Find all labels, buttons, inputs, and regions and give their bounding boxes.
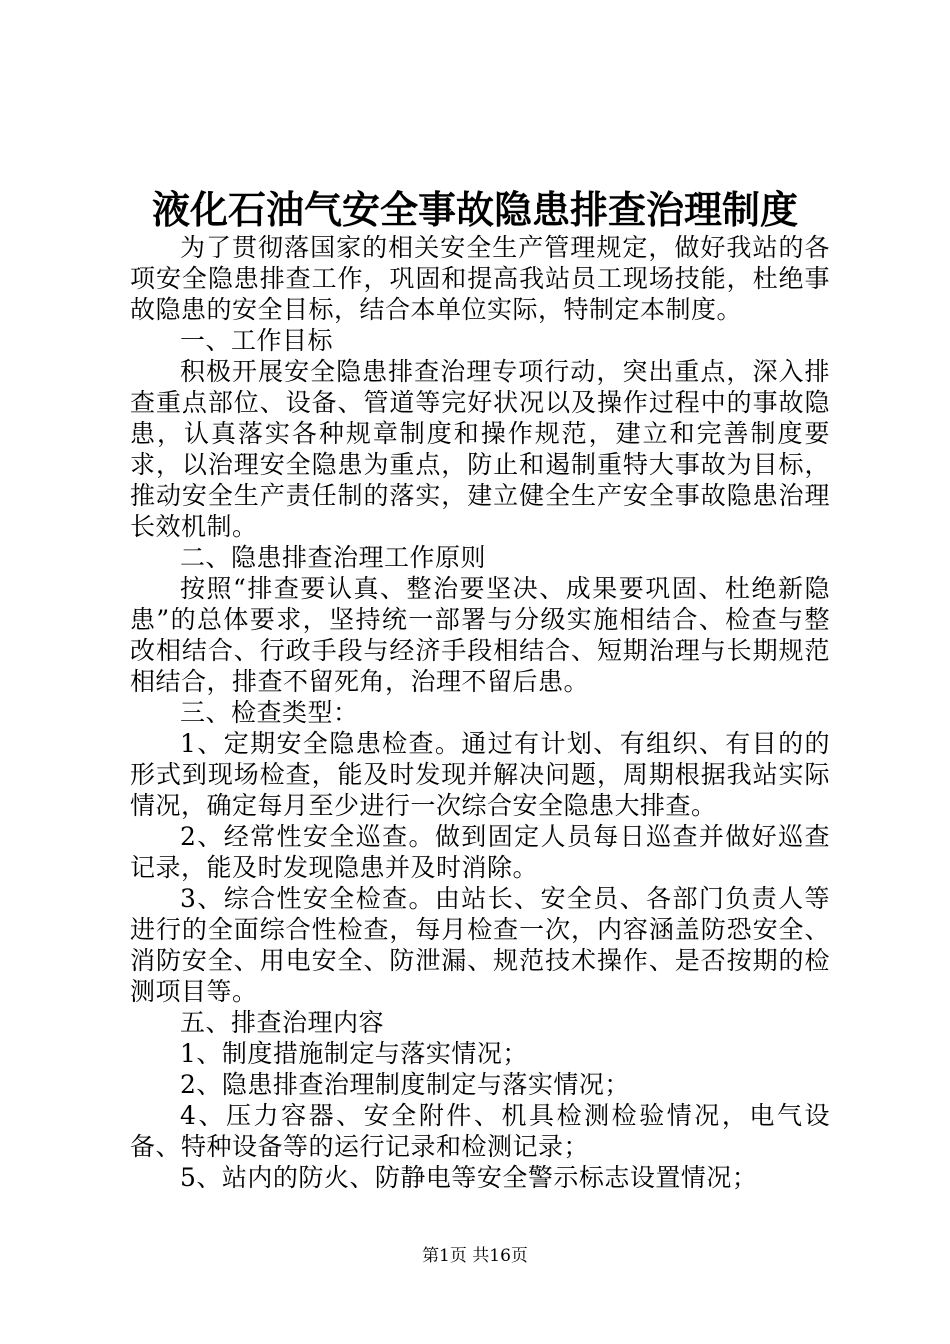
list-item-comprehensive-inspection: 3、综合性安全检查。由站长、安全员、各部门负责人等进行的全面综合性检查，每月检查一次，内容涵盖防恐安全、消防安全、用电安全、防泄漏、规范技术操作、是否按期的检测项目等。 xyxy=(130,884,830,1006)
section-heading-inspection-types: 三、检查类型： xyxy=(180,698,359,727)
document-title: 液化石油气安全事故隐患排查治理制度 xyxy=(151,187,798,232)
page-footer: 第1页 共16页 xyxy=(422,1246,528,1266)
section-heading-goals: 一、工作目标 xyxy=(180,326,334,355)
document-body xyxy=(130,232,830,1193)
section-heading-content: 五、排查治理内容 xyxy=(180,1008,385,1037)
list-item-content-1: 1、制度措施制定与落实情况； xyxy=(180,1039,528,1068)
paragraph-goals: 积极开展安全隐患排查治理专项行动，突出重点，深入排查重点部位、设备、管道等完好状况以及操作过程中的事故隐患，认真落实各种规章制度和操作规范，建立和完善制度要求，以治理安全隐患为重点，防止和遏制重特大事故为目标，推动安全生产责任制的落实，建立健全生产安全事故隐患治理长效机制。 xyxy=(130,357,830,541)
list-item-content-2: 2、隐患排查治理制度制定与落实情况； xyxy=(180,1070,630,1099)
section-heading-principles: 二、隐患排查治理工作原则 xyxy=(180,543,487,572)
paragraph-intro: 为了贯彻落国家的相关安全生产管理规定，做好我站的各项安全隐患排查工作，巩固和提高我站员工现场技能，杜绝事故隐患的安全目标，结合本单位实际，特制定本制度。 xyxy=(130,233,830,324)
list-item-content-5: 5、站内的防火、防静电等安全警示标志设置情况； xyxy=(180,1163,758,1192)
paragraph-principles: 按照“排查要认真、整治要坚决、成果要巩固、杜绝新隐患”的总体要求，坚持统一部署与分级实施相结合、检查与整改相结合、行政手段与经济手段相结合、短期治理与长期规范相结合，排查不留死角，治理不留后患。 xyxy=(130,574,830,696)
list-item-content-4: 4、压力容器、安全附件、机具检测检验情况，电气设备、特种设备等的运行记录和检测记录； xyxy=(130,1101,830,1161)
list-item-periodic-inspection: 1、定期安全隐患检查。通过有计划、有组织、有目的的形式到现场检查，能及时发现并解决问题，周期根据我站实际情况，确定每月至少进行一次综合安全隐患大排查。 xyxy=(130,729,830,820)
list-item-routine-patrol: 2、经常性安全巡查。做到固定人员每日巡查并做好巡查记录，能及时发现隐患并及时消除。 xyxy=(130,822,830,882)
